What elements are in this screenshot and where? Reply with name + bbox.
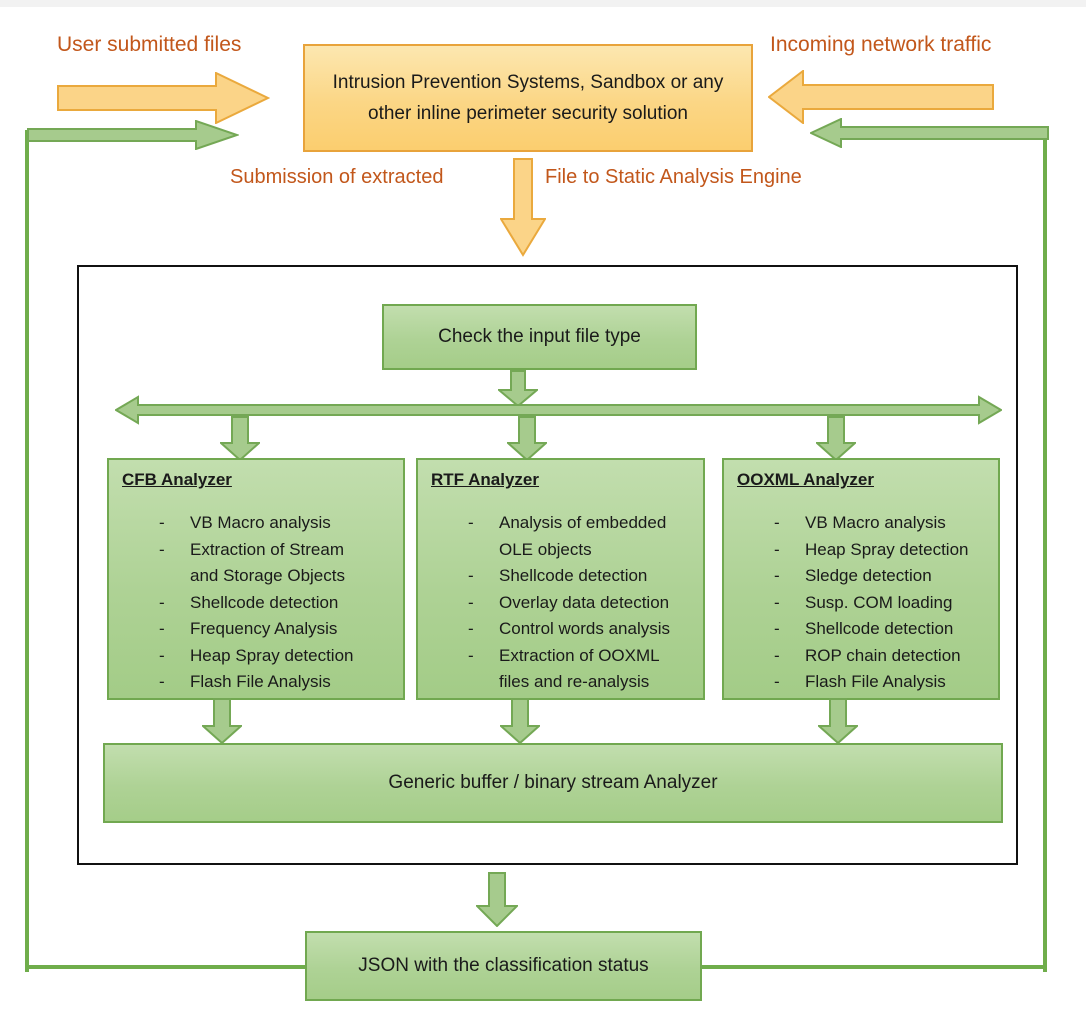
to-cfb-down-arrow-icon <box>220 416 260 461</box>
ooxml-analyzer-title: OOXML Analyzer <box>737 470 874 489</box>
cfb-analyzer-node <box>107 458 405 700</box>
json-result-node: JSON with the classification status <box>305 931 702 1001</box>
cfb-to-generic-down-arrow-icon <box>202 698 242 744</box>
incoming-traffic-orange-arrow-left-icon <box>768 70 994 124</box>
rtf-analyzer-list <box>418 510 703 696</box>
analyzer-list-item: - Control words analysis <box>418 616 685 643</box>
label-user-submitted-files: User submitted files <box>57 33 242 56</box>
analyzer-list-item: - Extraction of Stream and Storage Objects <box>109 537 376 590</box>
analyzer-list-item: - Flash File Analysis <box>724 669 991 696</box>
page-top-edge <box>0 0 1086 7</box>
analyzer-list-item: - Flash File Analysis <box>109 669 376 696</box>
rtf-to-generic-down-arrow-icon <box>500 698 540 744</box>
analyzer-list-item: - Shellcode detection <box>109 590 376 617</box>
loop-line-right-vertical <box>1043 126 1047 972</box>
analyzer-list-item: - VB Macro analysis <box>724 510 991 537</box>
label-submission-of-extracted: Submission of extracted <box>230 166 444 188</box>
analyzer-list-item: - VB Macro analysis <box>109 510 376 537</box>
analyzer-list-item: - Sledge detection <box>724 563 991 590</box>
analyzer-list-item: - Frequency Analysis <box>109 616 376 643</box>
to-ooxml-down-arrow-icon <box>816 416 856 461</box>
cfb-analyzer-title: CFB Analyzer <box>122 470 232 489</box>
analyzer-list-item: - Heap Spray detection <box>109 643 376 670</box>
label-file-to-static-analysis-engine: File to Static Analysis Engine <box>545 166 802 188</box>
to-json-down-arrow-icon <box>476 872 518 927</box>
analyzer-list-item: - Shellcode detection <box>724 616 991 643</box>
to-rtf-down-arrow-icon <box>507 416 547 461</box>
label-incoming-network-traffic: Incoming network traffic <box>770 33 992 56</box>
analyzer-list-item: - Heap Spray detection <box>724 537 991 564</box>
cfb-analyzer-list <box>109 510 403 696</box>
rtf-analyzer-node <box>416 458 705 700</box>
generic-buffer-analyzer-node: Generic buffer / binary stream Analyzer <box>103 743 1003 823</box>
analyzer-list-item: - Shellcode detection <box>418 563 685 590</box>
file-submission-orange-down-arrow-icon <box>500 158 546 257</box>
ooxml-analyzer-list <box>724 510 998 696</box>
ooxml-analyzer-node <box>722 458 1000 700</box>
loop-line-bottom-left <box>25 965 307 969</box>
perimeter-security-node: Intrusion Prevention Systems, Sandbox or any other inline perimeter security solution <box>303 44 753 152</box>
analyzer-list-item: - ROP chain detection <box>724 643 991 670</box>
loop-green-arrow-right-icon <box>27 120 239 150</box>
loop-line-left-vertical <box>25 130 29 972</box>
analyzer-list-item: - Analysis of embedded OLE objects <box>418 510 685 563</box>
analyzer-list-item: - Overlay data detection <box>418 590 685 617</box>
loop-green-arrow-left-icon <box>810 118 1049 148</box>
analyzer-list-item: - Susp. COM loading <box>724 590 991 617</box>
analyzer-list-item: - Extraction of OOXML files and re-analysis <box>418 643 685 696</box>
rtf-analyzer-title: RTF Analyzer <box>431 470 540 489</box>
loop-line-bottom-right <box>700 965 1047 969</box>
user-files-orange-arrow-right-icon <box>57 72 270 124</box>
ooxml-to-generic-down-arrow-icon <box>818 698 858 744</box>
check-file-type-node: Check the input file type <box>382 304 697 370</box>
